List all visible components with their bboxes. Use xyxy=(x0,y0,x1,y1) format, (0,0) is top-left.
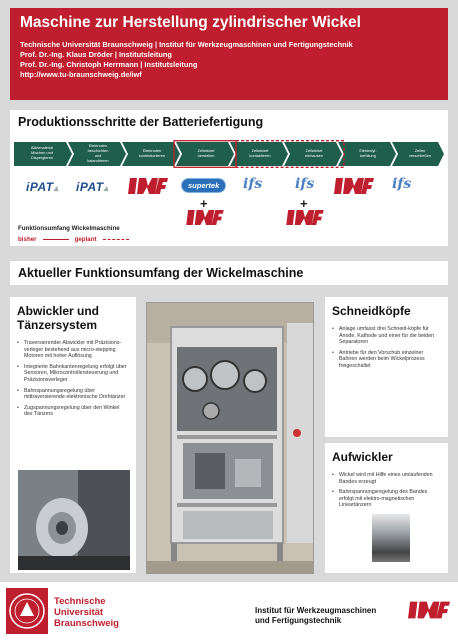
svg-text:kontaktieren xyxy=(249,153,270,158)
svg-text:Dispergieren xyxy=(31,155,53,160)
step-2-line-3: und xyxy=(94,153,102,158)
step-1-line-3: Dispergieren xyxy=(30,155,54,160)
tu-braunschweig-seal xyxy=(6,588,48,634)
footer xyxy=(0,582,458,640)
list-item: • Traversierender Abwickler mit Präzisions-verleger bestehend aus micro-stepping Motoren mit hoher Auflösung xyxy=(17,340,129,360)
scope-legend xyxy=(18,225,129,243)
ipat-logo-1: iPAT▴ xyxy=(26,180,59,194)
legend-bisher-label: bisher xyxy=(18,236,37,243)
svg-text:herstellen xyxy=(198,153,215,158)
step-3-line-2: konfektionieren xyxy=(138,153,166,158)
list-item: • Antriebe für den Vorschub einzelner Bahnen werden beim Wickelprozess freigeschaltet xyxy=(332,350,441,370)
step-4-line-1: Zellwickel xyxy=(197,148,215,153)
ipat-logo-2: iPAT▴ xyxy=(76,180,109,194)
current-scope-panel xyxy=(10,261,448,285)
header-url[interactable]: http://www.tu-braunschweig.de/iwf xyxy=(20,70,142,79)
legend-dashed-line xyxy=(103,239,129,240)
aufwickler-photo xyxy=(372,514,410,562)
header-affiliation: Technische Universität Braunschweig | Institut für Werkzeugmaschinen und Fertigungstechnik xyxy=(20,40,353,49)
supertek-logo: supertek xyxy=(181,178,226,193)
step-2-line-2: beschichten xyxy=(87,148,109,153)
poster-title: Maschine zur Herstellung zylindrischer Wickel xyxy=(20,14,361,31)
svg-text:befüllung xyxy=(360,153,376,158)
process-step-beschichten xyxy=(68,142,126,166)
ifs-logo-3: ifs xyxy=(392,176,412,192)
step-7-line-2: befüllung xyxy=(360,153,376,158)
header-professor-2: Prof. Dr.-Ing. Christoph Herrmann | Institutsleitung xyxy=(20,60,198,69)
iwf-logo-2 xyxy=(334,178,374,194)
ifs-logo-1: ifs xyxy=(243,176,263,192)
process-chevron-row xyxy=(14,140,446,168)
abwickler-title: Abwickler und Tänzersystem xyxy=(17,304,100,332)
schneidkoepfe-list xyxy=(332,326,441,370)
svg-text:kalandrieren xyxy=(87,158,108,163)
schneidkoepfe-panel xyxy=(325,297,448,437)
plus-sign-1: + xyxy=(200,196,208,211)
abwickler-photo xyxy=(18,470,130,570)
process-step-konfektionieren xyxy=(122,142,180,166)
list-item: • Anlage umfasst drei Schneid-köpfe für Anode, Kathode und einer für die beiden Separatoren xyxy=(332,326,441,346)
aufwickler-title: Aufwickler xyxy=(332,450,393,464)
step-8-line-1: Zellen xyxy=(414,148,426,153)
winding-machine-photo xyxy=(146,302,314,574)
abwickler-list xyxy=(17,340,129,418)
schneidkoepfe-title: Schneidköpfe xyxy=(332,304,411,318)
step-8-line-2: verschließen xyxy=(408,153,432,158)
production-steps-title: Produktionsschritte der Batteriefertigung xyxy=(18,115,264,129)
step-2-line-4: kalandrieren xyxy=(87,158,109,163)
process-step-kontaktieren xyxy=(230,142,288,166)
iwf-footer-logo xyxy=(408,600,450,620)
step-6-line-2: einhausen xyxy=(305,153,323,158)
aufwickler-list xyxy=(332,472,441,509)
legend-solid-line xyxy=(43,239,69,240)
current-scope-title: Aktueller Funktionsumfang der Wickelmaschine xyxy=(18,266,304,280)
plus-sign-2: + xyxy=(300,196,308,211)
process-step-wickel-herstellen xyxy=(176,142,234,166)
legend-title: Funktionsumfang Wickelmaschine xyxy=(18,225,120,232)
process-step-verschliessen xyxy=(392,142,444,166)
step-4-line-2: herstellen xyxy=(197,153,215,158)
list-item: • Bahnspannungsregelung über mittraversierende elektronische Drehtänzer xyxy=(17,388,129,401)
svg-text:verschließen xyxy=(409,153,431,158)
process-step-befuellung xyxy=(338,142,396,166)
legend-geplant-label: geplant xyxy=(74,236,97,243)
step-2-line-1: Elektroden xyxy=(88,143,108,148)
list-item: • Wickel wird mit Hilfe eines umlaufenden Bandes erzeugt xyxy=(332,472,441,485)
step-5-line-2: kontaktieren xyxy=(249,153,271,158)
process-step-mischen xyxy=(14,142,72,166)
iwf-logo-4 xyxy=(286,210,324,225)
header-professor-1: Prof. Dr.-Ing. Klaus Dröder | Institutsleitung xyxy=(20,50,172,59)
institute-name: Institut für Werkzeugmaschinen und Fertigungstechnik xyxy=(255,606,377,625)
list-item: • Zugspannungsregelung über den Winkel des Tänzers xyxy=(17,405,129,418)
step-1-line-2: Mischen und xyxy=(30,150,54,155)
svg-text:konfektionieren xyxy=(139,153,165,158)
step-7-line-1: Elektrolyt- xyxy=(359,148,377,153)
step-6-line-1: Zellwickel xyxy=(305,148,323,153)
header-banner xyxy=(10,8,448,100)
list-item: • Bahnspannungsregelung des Bandes erfolgt mit elektro-magnetischen Lineartänzern xyxy=(332,489,441,509)
list-item: • Integrierte Bahnkantenregelung erfolgt über Sensoren, Mikrocontrollersteuerung und Präzisionsverleger xyxy=(17,364,129,384)
ifs-logo-2: ifs xyxy=(295,176,315,192)
iwf-logo-3 xyxy=(186,210,224,225)
step-3-line-1: Elektroden xyxy=(142,148,162,153)
tu-braunschweig-name: Technische Universität Braunschweig xyxy=(54,596,119,629)
iwf-logo-1 xyxy=(128,178,168,194)
svg-text:einhausen xyxy=(305,153,323,158)
process-step-einhausen xyxy=(284,142,342,166)
step-5-line-1: Zellwickel xyxy=(251,148,269,153)
step-1-line-1: Aktivmaterial xyxy=(30,145,54,150)
partner-logos xyxy=(10,174,448,224)
